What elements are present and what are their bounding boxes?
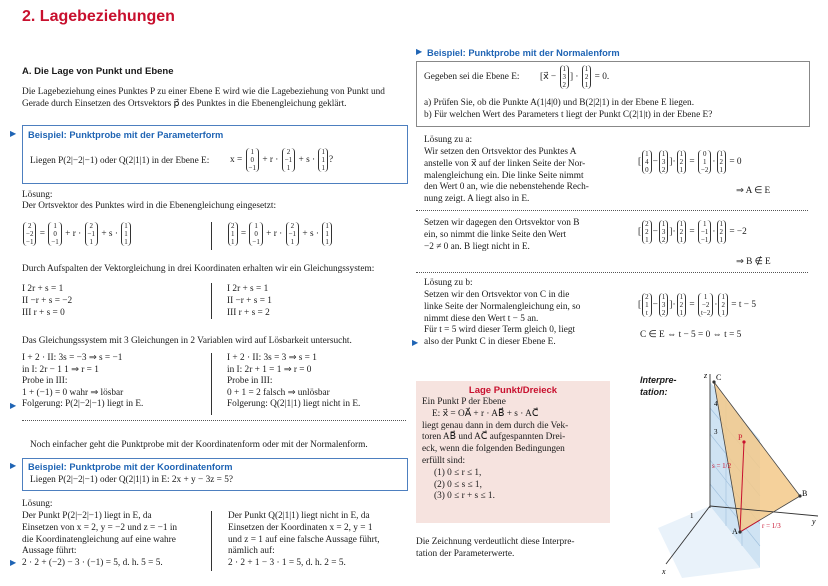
example3-arrow-icon: ▶	[416, 47, 423, 56]
example1-task: Liegen P(2|−2|−1) oder Q(2|1|1) in der Ebene E:	[30, 156, 210, 166]
definition-box-title: Lage Punkt/Dreieck	[468, 385, 558, 396]
example1-end-arrow-icon: ▶	[10, 401, 17, 410]
example3-task-b: b) Für welchen Wert des Parameters t liegt der Punkt C(2|1|t) in der Ebene E?	[424, 110, 713, 120]
result-c: C ∈ E ⇔ t − 5 = 0 ⇔ t = 5	[640, 330, 742, 340]
result-b: ⇒ B ∉ E	[736, 257, 771, 267]
example2-end-arrow-icon: ▶	[10, 558, 17, 567]
interpretation-figure	[648, 368, 824, 582]
x-axis-label: x	[662, 567, 666, 576]
example1-sys-text: Das Gleichungssystem mit 3 Gleichungen in 2 Variablen wird auf Lösbarkeit untersucht.	[22, 336, 352, 346]
section-a-heading: A. Die Lage von Punkt und Ebene	[22, 66, 174, 77]
solution-p: I + 2 · II: 3s = −3 ⇒ s = −1 in I: 2r − 1 1 ⇒ r = 1 Probe in III: 1 + (−1) = 0 wahr ⇒ lösbar Folgerung: P(2|−2|−1) liegt in E.	[22, 353, 144, 409]
system-p: I 2r + s = 1 II −r + s = −2 III r + s = 0	[22, 284, 73, 318]
r-label: r = 1/3	[762, 522, 781, 530]
system-q: I 2r + s = 1 II −r + s = 1 III r + s = 2	[227, 284, 272, 318]
example3-given-eq: [x⃗ − 1 3 2] · 1 2 1 = 0.	[540, 65, 610, 89]
example2-left: Der Punkt P(2|−2|−1) liegt in E, da Einsetzen von x = 2, y = −2 und z = −1 in die Koordinatengleichung auf eine wahre Aussage führt: 2 · 2 + (−2) − 3 · (−1) = 5, d. h. 5 = 5.	[22, 511, 178, 569]
figure-label: Interpre- tation:	[640, 375, 677, 397]
section-a-intro-2: Gerade durch Einsetzen des Ortsvektors p⃗ des Punktes in die Ebenengleichung geklärt.	[22, 99, 347, 109]
s-label: s = 1/2	[712, 462, 732, 470]
equation-q: 2 1 1 = 1 0 −1 + r · 2 −1 1 + s · 1 1 1	[227, 222, 333, 246]
example1-solution-text: Der Ortsvektor des Punktes wird in die Ebenengleichung eingesetzt:	[22, 201, 277, 211]
tick-4: 4	[714, 400, 718, 408]
example2-right: Der Punkt Q(2|1|1) liegt nicht in E, da Einsetzen der Koordinaten x = 2, y = 1 und z = 1 auf eine falsche Aussage führt, nämlich auf: 2 · 2 + 1 − 3 · 1 = 5, d. h. 2 = 5.	[228, 511, 380, 569]
point-c-label: C	[716, 373, 722, 382]
tick-1: 1	[690, 512, 694, 520]
example3-task-a: a) Prüfen Sie, ob die Punkte A(1|4|0) und B(2|2|1) in der Ebene E liegen.	[424, 98, 695, 108]
y-axis-label: y	[812, 517, 816, 526]
example1-solution-label: Lösung:	[22, 190, 53, 200]
example2-task: Liegen P(2|−2|−1) oder Q(2|1|1) in E: 2x + y − 3z = 5?	[30, 475, 234, 485]
example3-given: Gegeben sei die Ebene E:	[424, 72, 520, 82]
result-a: ⇒ A ∈ E	[736, 186, 771, 196]
example1-split-text: Durch Aufspalten der Vektorgleichung in drei Koordinaten erhalten wir ein Gleichungssystem:	[22, 264, 375, 274]
equation-a: [1 4 0−1 3 2]·1 2 1 = 0 1 −2·1 2 1 = 0	[638, 150, 742, 174]
point-p-label: P	[738, 433, 743, 442]
example3-title: Beispiel: Punktprobe mit der Normalenform	[427, 48, 620, 58]
page-title: 2. Lagebeziehungen	[22, 8, 175, 25]
sol-b-label: Lösung zu b:	[424, 278, 473, 288]
example2-title: Beispiel: Punktprobe mit der Koordinatenform	[28, 462, 233, 472]
example1-task-equation: x = 1 0 −1 + r · 2 −1 1 + s · 1 1 1?	[230, 148, 334, 172]
example2-arrow-icon: ▶	[10, 461, 17, 470]
equation-p: 2 −2 −1 = 1 0 −1 + r · 2 −1 1 + s · 1 1 1	[22, 222, 132, 246]
sol-b-intro: Setzen wir dagegen den Ortsvektor von B ein, so nimmt die linke Seite den Wert −2 ≠ 0 an. B liegt nicht in E.	[424, 218, 580, 252]
definition-box-text: Ein Punkt P der Ebene E: x⃗ = OA⃗ + r · AB⃗ + s · AC⃗ liegt genau dann in dem durch die Vek- toren AB⃗ und AC⃗ aufgespannten Drei- eck, wenn die folgenden Bedingungen erfüllt sind: (1) 0 ≤ r ≤ 1, (2) 0 ≤ s ≤ 1, (3) 0 ≤ r + s ≤ 1.	[422, 397, 569, 502]
section-a-intro-1: Die Lagebeziehung eines Punktes P zu einer Ebene E wird wie die Lagebeziehung von Punkt und	[22, 87, 385, 97]
sol-a-label: Lösung zu a:	[424, 135, 473, 145]
example2-solution-label: Lösung:	[22, 499, 53, 509]
example1-title: Beispiel: Punktprobe mit der Parameterform	[28, 130, 224, 140]
equation-b: [2 2 1−1 3 2]·1 2 1 = 1 −1 −1·1 2 1 = −2	[638, 220, 747, 244]
z-axis-label: z	[704, 371, 708, 380]
solution-q: I + 2 · II: 3s = 3 ⇒ s = 1 in I: 2r + 1 = 1 ⇒ r = 0 Probe in III: 0 + 1 = 2 falsch ⇒ unlösbar Folgerung: Q(2|1|1) liegt nicht in E.	[227, 353, 361, 409]
sol-a-text: Wir setzen den Ortsvektor des Punktes A anstelle von x⃗ auf der linken Seite der Nor- malengleichung ein. Die linke Seite nimmt den Wert 0 an, wie die nebenstehende Rech- nung zeigt. A liegt also in E.	[424, 147, 589, 205]
point-b-label: B	[802, 489, 808, 498]
equation-c: [2 1 t−1 3 2]·1 2 1 = 1 −2 t−2·1 2 1 = t − 5	[638, 293, 756, 317]
example1-arrow-icon: ▶	[10, 129, 17, 138]
tick-3: 3	[714, 428, 718, 436]
sol-b-text: Setzen wir den Ortsvektor von C in die linke Seite der Normalengleichung ein, so nimmt diese den Wert t − 5 an. Für t = 5 wird dieser Term gleich 0, liegt also der Punkt C in dieser Ebene E.	[424, 290, 581, 348]
example3-end-arrow-icon: ▶	[412, 338, 419, 347]
bridge-text: Noch einfacher geht die Punktprobe mit der Koordinatenform oder mit der Normalenform.	[30, 440, 368, 450]
box-note: Die Zeichnung verdeutlicht diese Interpre- tation der Parameterwerte.	[416, 537, 575, 559]
point-a-label: A	[732, 527, 738, 536]
definition-box	[416, 381, 610, 523]
